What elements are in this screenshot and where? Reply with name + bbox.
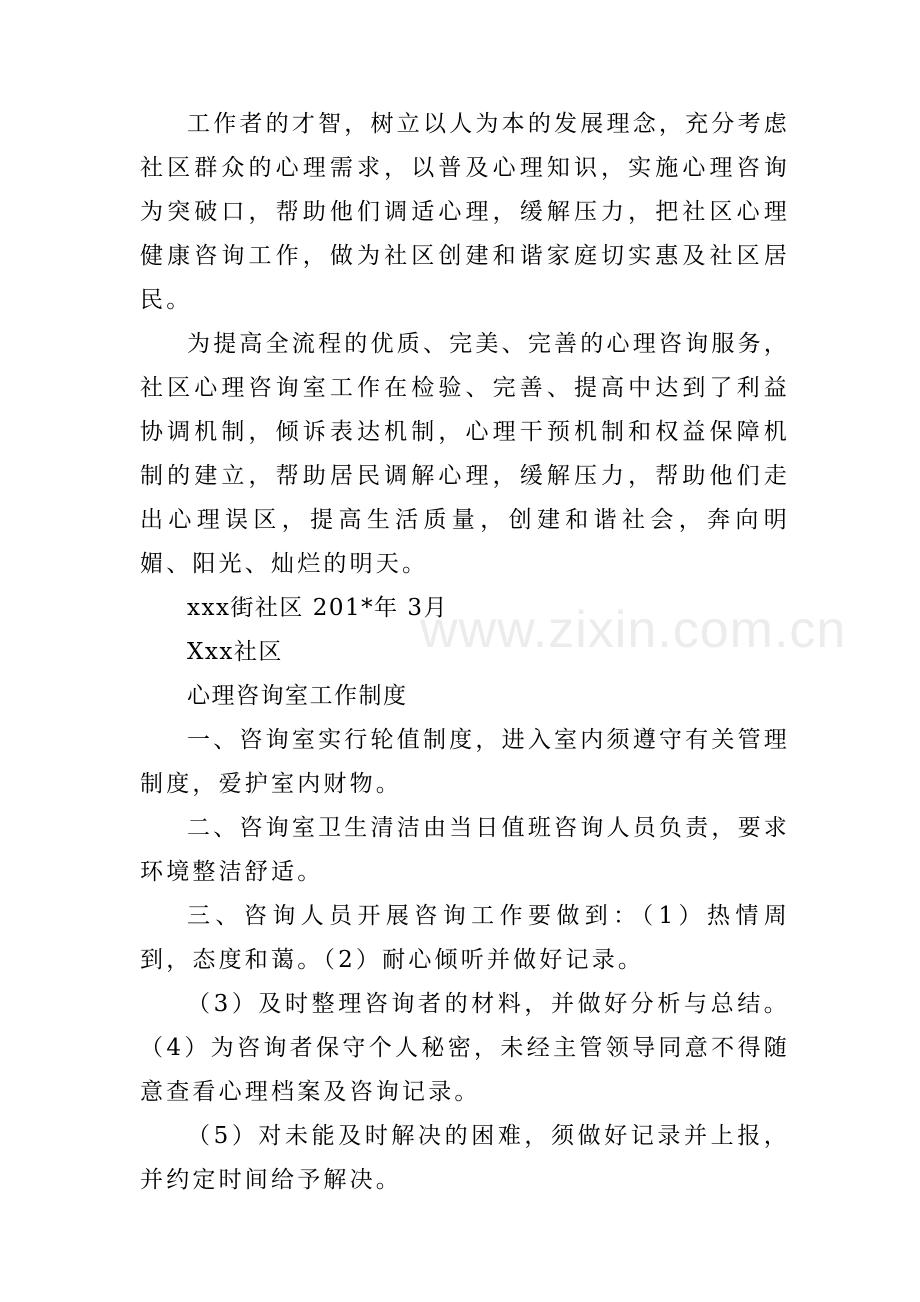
watermark: www.zixin.com.cn (420, 601, 847, 659)
paragraph-2: 为提高全流程的优质、完美、完善的心理咨询服务，社区心理咨询室工作在检验、完善、提高中达到了利益协调机制，倾诉表达机制，心理干预机制和权益保障机制的建立，帮助居民调解心理，缓解压力，帮助他们走出心理误区，提高生活质量，创建和谐社会，奔向明媚、阳光、灿烂的明天。 (140, 331, 790, 577)
section-title: 心理咨询室工作制度 (187, 683, 408, 709)
document-body (140, 102, 790, 1202)
rule-3-continued-b: （5）对未能及时解决的困难，须做好记录并上报，并约定时间给予解决。 (140, 1123, 790, 1193)
signature-community: Xxx社区 (187, 639, 283, 665)
signature-date-line: xxx街社区 201*年 3月 (187, 595, 449, 621)
paragraph-1: 工作者的才智，树立以人为本的发展理念，充分考虑社区群众的心理需求，以普及心理知识，实施心理咨询为突破口，帮助他们调适心理，缓解压力，把社区心理健康咨询工作，做为社区创建和谐家庭切实惠及社区居民。 (140, 111, 790, 313)
rule-3: 三、咨询人员开展咨询工作要做到：（1）热情周到，态度和蔼。（2）耐心倾听并做好记录。 (140, 903, 790, 973)
rule-3-continued-a: （3）及时整理咨询者的材料，并做好分析与总结。（4）为咨询者保守个人秘密，未经主管领导同意不得随意查看心理档案及咨询记录。 (140, 991, 790, 1105)
rule-1: 一、咨询室实行轮值制度，进入室内须遵守有关管理制度，爱护室内财物。 (140, 727, 790, 797)
rule-2: 二、咨询室卫生清洁由当日值班咨询人员负责，要求环境整洁舒适。 (140, 815, 790, 885)
